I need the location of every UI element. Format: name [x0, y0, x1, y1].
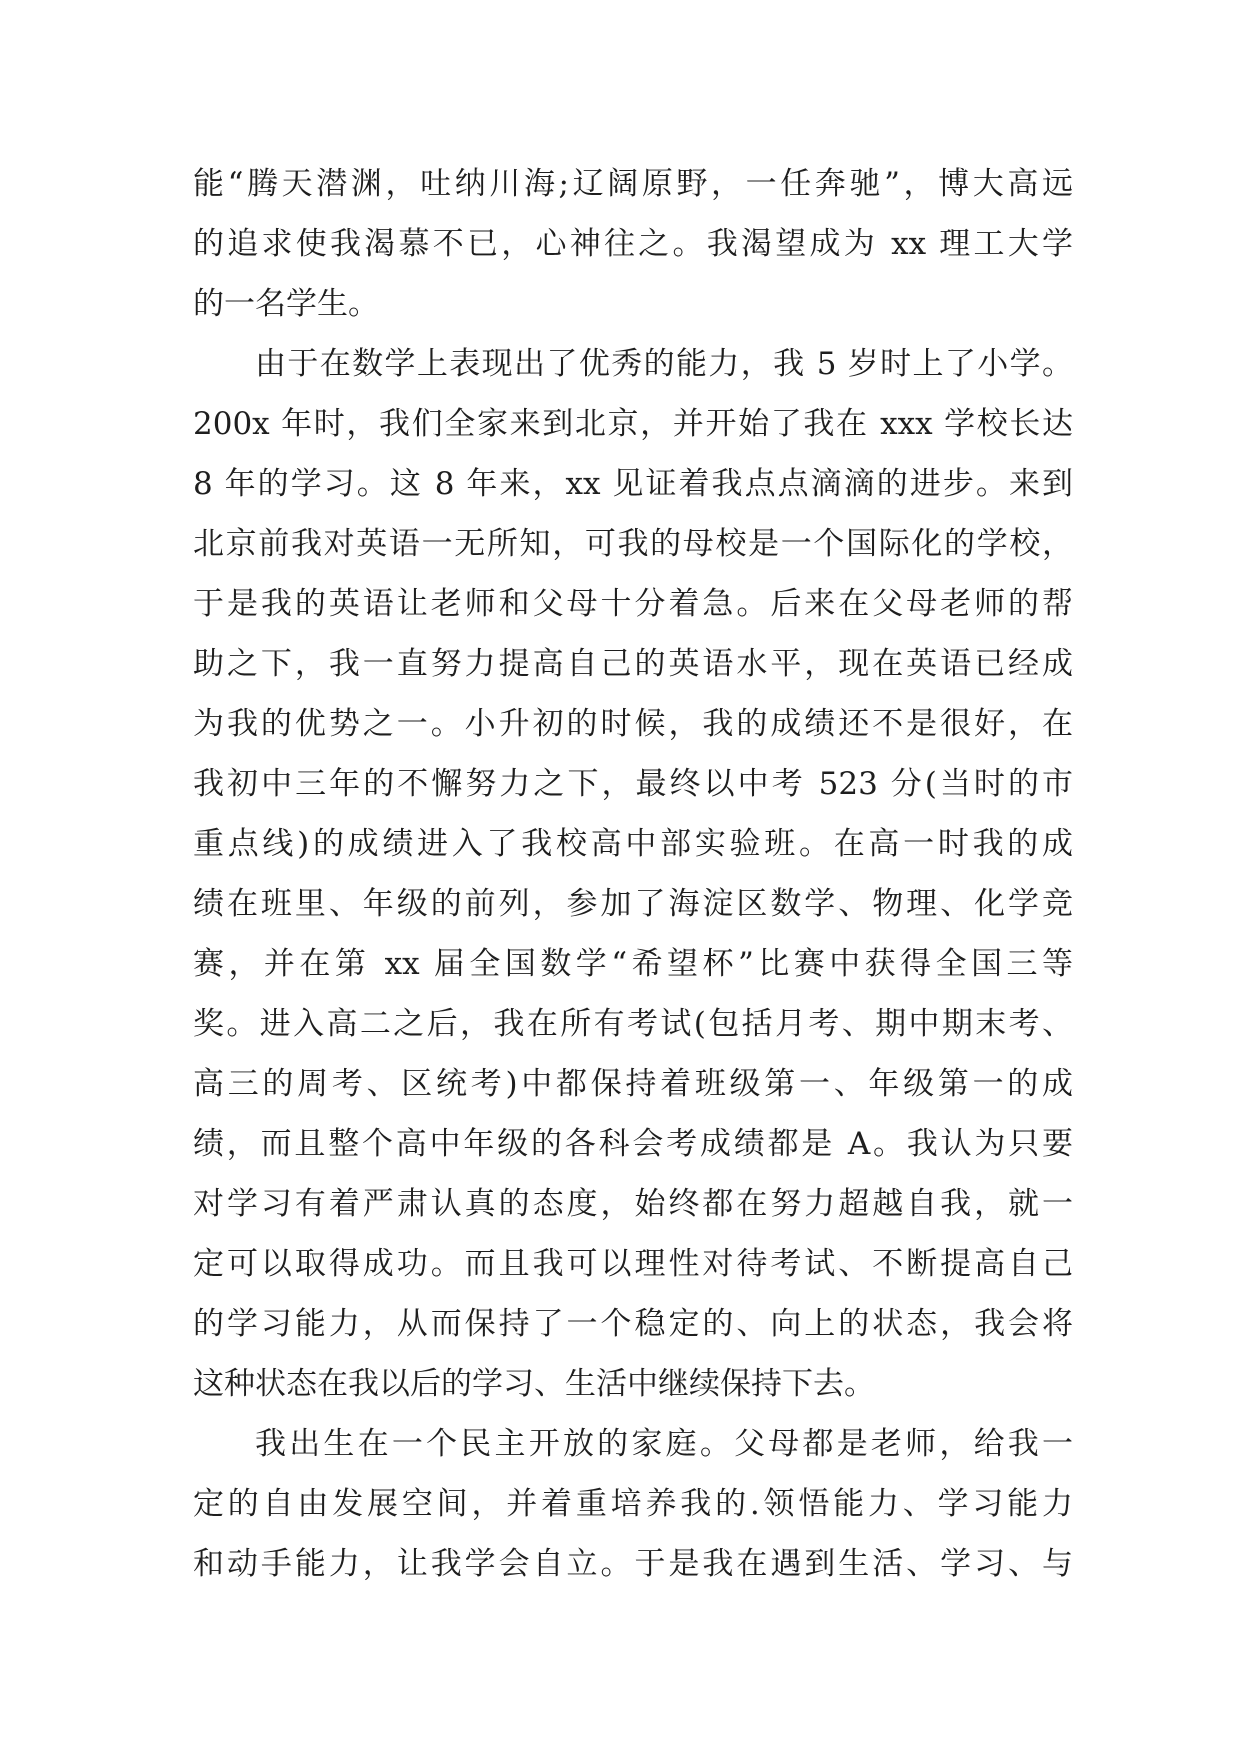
paragraph-2-line-15: 对学习有着严肃认真的态度，始终都在努力超越自我，就一: [193, 1186, 1073, 1222]
paragraph-2-line-10: 绩在班里、年级的前列，参加了海淀区数学、物理、化学竞: [193, 886, 1073, 922]
paragraph-3-line-2: 定的自由发展空间，并着重培养我的.领悟能力、学习能力: [193, 1486, 1073, 1522]
paragraph-3-line-1: 我出生在一个民主开放的家庭。父母都是老师，给我一: [255, 1426, 1073, 1462]
paragraph-2-line-8: 我初中三年的不懈努力之下，最终以中考 523 分(当时的市: [193, 766, 1073, 802]
paragraph-3-line-3: 和动手能力，让我学会自立。于是我在遇到生活、学习、与: [193, 1546, 1073, 1582]
paragraph-2-line-14: 绩，而且整个高中年级的各科会考成绩都是 A。我认为只要: [193, 1126, 1073, 1162]
paragraph-2-line-6: 助之下，我一直努力提高自己的英语水平，现在英语已经成: [193, 646, 1073, 682]
paragraph-2-line-2: 200x 年时，我们全家来到北京，并开始了我在 xxx 学校长达: [193, 406, 1073, 442]
paragraph-2-line-18: 这种状态在我以后的学习、生活中继续保持下去。: [193, 1366, 875, 1402]
paragraph-2-line-5: 于是我的英语让老师和父母十分着急。后来在父母老师的帮: [193, 586, 1073, 622]
paragraph-2-line-12: 奖。进入高二之后，我在所有考试(包括月考、期中期末考、: [193, 1006, 1073, 1042]
paragraph-2-line-11: 赛，并在第 xx 届全国数学“希望杯”比赛中获得全国三等: [193, 946, 1073, 982]
paragraph-1-line-3: 的一名学生。: [193, 286, 379, 322]
paragraph-2-line-1: 由于在数学上表现出了优秀的能力，我 5 岁时上了小学。: [255, 346, 1073, 382]
paragraph-1-line-1: 能“腾天潜渊，吐纳川海;辽阔原野，一任奔驰”，博大高远: [193, 166, 1073, 202]
paragraph-2-line-7: 为我的优势之一。小升初的时候，我的成绩还不是很好，在: [193, 706, 1073, 742]
paragraph-2-line-17: 的学习能力，从而保持了一个稳定的、向上的状态，我会将: [193, 1306, 1073, 1342]
paragraph-2-line-13: 高三的周考、区统考)中都保持着班级第一、年级第一的成: [193, 1066, 1073, 1102]
paragraph-2-line-9: 重点线)的成绩进入了我校高中部实验班。在高一时我的成: [193, 826, 1073, 862]
paragraph-1-line-2: 的追求使我渴慕不已，心神往之。我渴望成为 xx 理工大学: [193, 226, 1073, 262]
paragraph-2-line-3: 8 年的学习。这 8 年来，xx 见证着我点点滴滴的进步。来到: [193, 466, 1073, 502]
paragraph-2-line-4: 北京前我对英语一无所知，可我的母校是一个国际化的学校，: [193, 526, 1073, 562]
paragraph-2-line-16: 定可以取得成功。而且我可以理性对待考试、不断提高自己: [193, 1246, 1073, 1282]
document-body: [193, 154, 1073, 1594]
